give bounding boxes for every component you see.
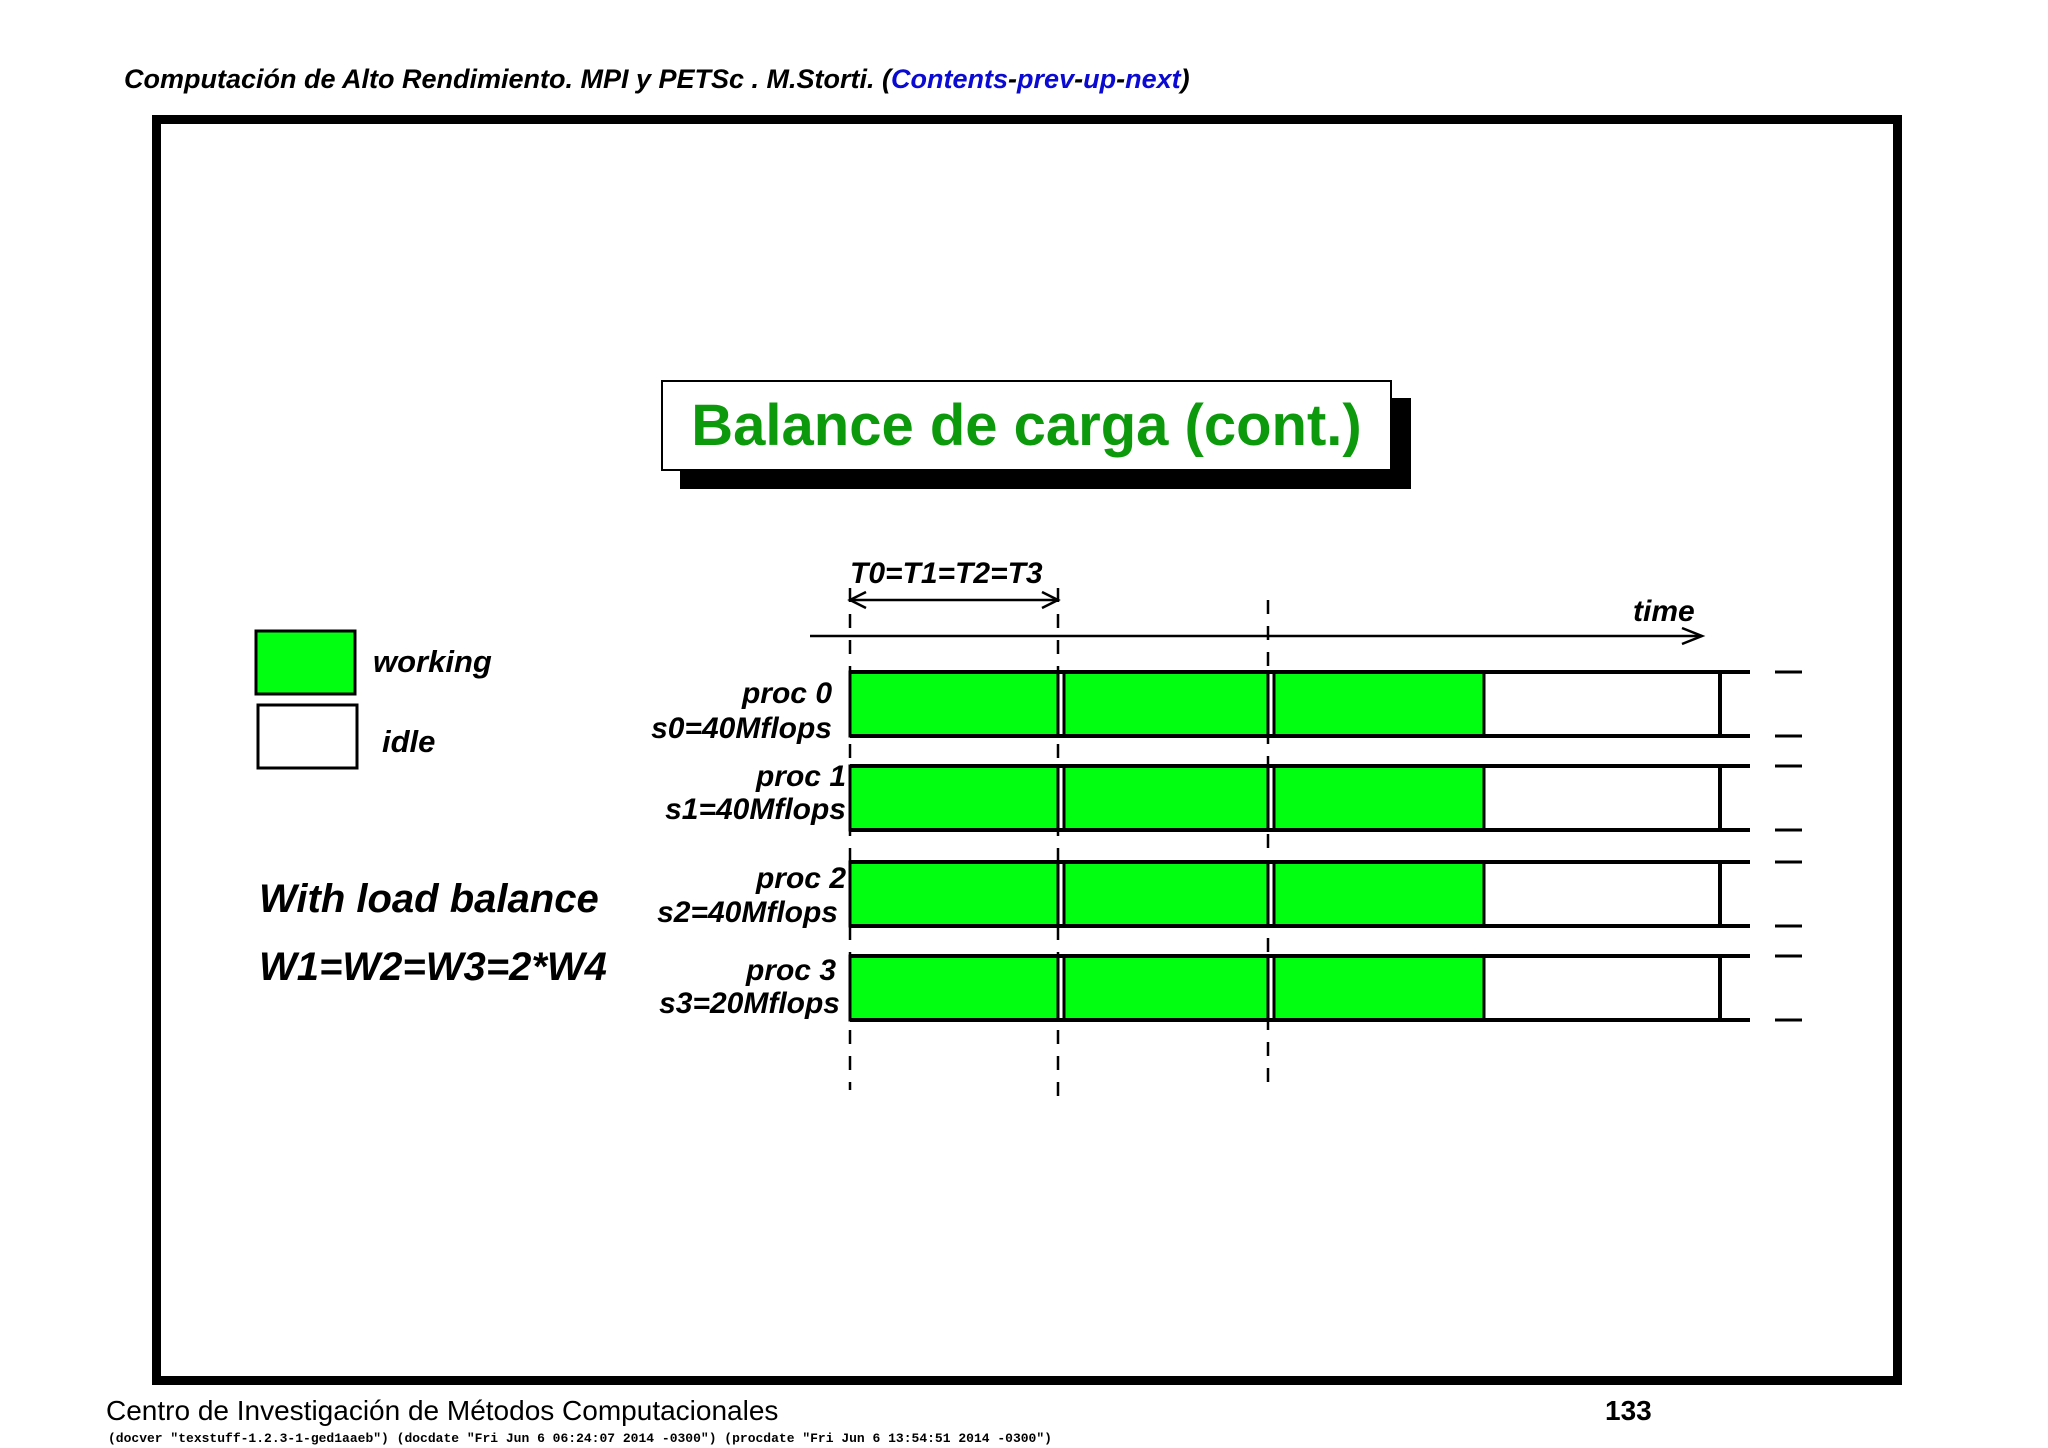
header-sep: - xyxy=(1074,64,1084,94)
link-prev[interactable]: prev xyxy=(1017,64,1075,94)
proc-3-timeline xyxy=(850,956,1802,1020)
doc-version: (docver "texstuff-1.2.3-1-ged1aaeb") (docdate "Fri Jun 6 06:24:07 2014 -0300") (procdate "Fri Jun 6 13:54:51 2014 -0300") xyxy=(108,1431,1052,1446)
proc-2-working-2 xyxy=(1064,862,1268,926)
header-text: Computación de Alto Rendimiento. MPI y PETSc . M.Storti. ( xyxy=(124,64,892,94)
note-work-relation: W1=W2=W3=2*W4 xyxy=(259,945,607,989)
proc-1-name: proc 1 xyxy=(755,760,846,793)
link-next[interactable]: next xyxy=(1125,64,1181,94)
note-load-balance: With load balance xyxy=(259,877,599,921)
header-sep: - xyxy=(1008,64,1018,94)
proc-0-name: proc 0 xyxy=(741,677,832,710)
proc-0-idle xyxy=(1484,672,1720,736)
proc-2-speed: s2=40Mflops xyxy=(657,896,838,929)
proc-2-name: proc 2 xyxy=(755,862,846,895)
proc-2-working-1 xyxy=(850,862,1058,926)
proc-0-working-2 xyxy=(1064,672,1268,736)
header-sep: - xyxy=(1116,64,1126,94)
proc-3-working-1 xyxy=(850,956,1058,1020)
proc-3-idle xyxy=(1484,956,1720,1020)
period-label: T0=T1=T2=T3 xyxy=(850,557,1043,590)
proc-2-timeline xyxy=(850,862,1802,926)
legend-working-swatch xyxy=(256,631,355,694)
proc-1-speed: s1=40Mflops xyxy=(665,793,846,826)
proc-0-working-3 xyxy=(1274,672,1484,736)
footer-institution: Centro de Investigación de Métodos Computacionales xyxy=(106,1395,779,1426)
proc-3-working-2 xyxy=(1064,956,1268,1020)
proc-3-name: proc 3 xyxy=(745,954,836,987)
proc-1-working-2 xyxy=(1064,766,1268,830)
page-number: 133 xyxy=(1605,1395,1652,1426)
legend-idle-swatch xyxy=(258,705,357,768)
slide-title: Balance de carga (cont.) xyxy=(691,393,1362,458)
link-up[interactable]: up xyxy=(1083,64,1117,94)
proc-2-idle xyxy=(1484,862,1720,926)
link-contents[interactable]: Contents xyxy=(891,64,1009,94)
legend-idle-label: idle xyxy=(382,724,436,759)
time-label: time xyxy=(1633,595,1695,628)
proc-0-timeline xyxy=(850,672,1802,736)
proc-1-timeline xyxy=(850,766,1802,830)
proc-3-working-3 xyxy=(1274,956,1484,1020)
proc-0-working-1 xyxy=(850,672,1058,736)
proc-2-working-3 xyxy=(1274,862,1484,926)
proc-1-working-3 xyxy=(1274,766,1484,830)
proc-1-working-1 xyxy=(850,766,1058,830)
legend-working-label: working xyxy=(373,644,492,679)
proc-0-speed: s0=40Mflops xyxy=(651,712,832,745)
proc-1-idle xyxy=(1484,766,1720,830)
proc-3-speed: s3=20Mflops xyxy=(659,987,840,1020)
header-close: ) xyxy=(1180,64,1190,94)
